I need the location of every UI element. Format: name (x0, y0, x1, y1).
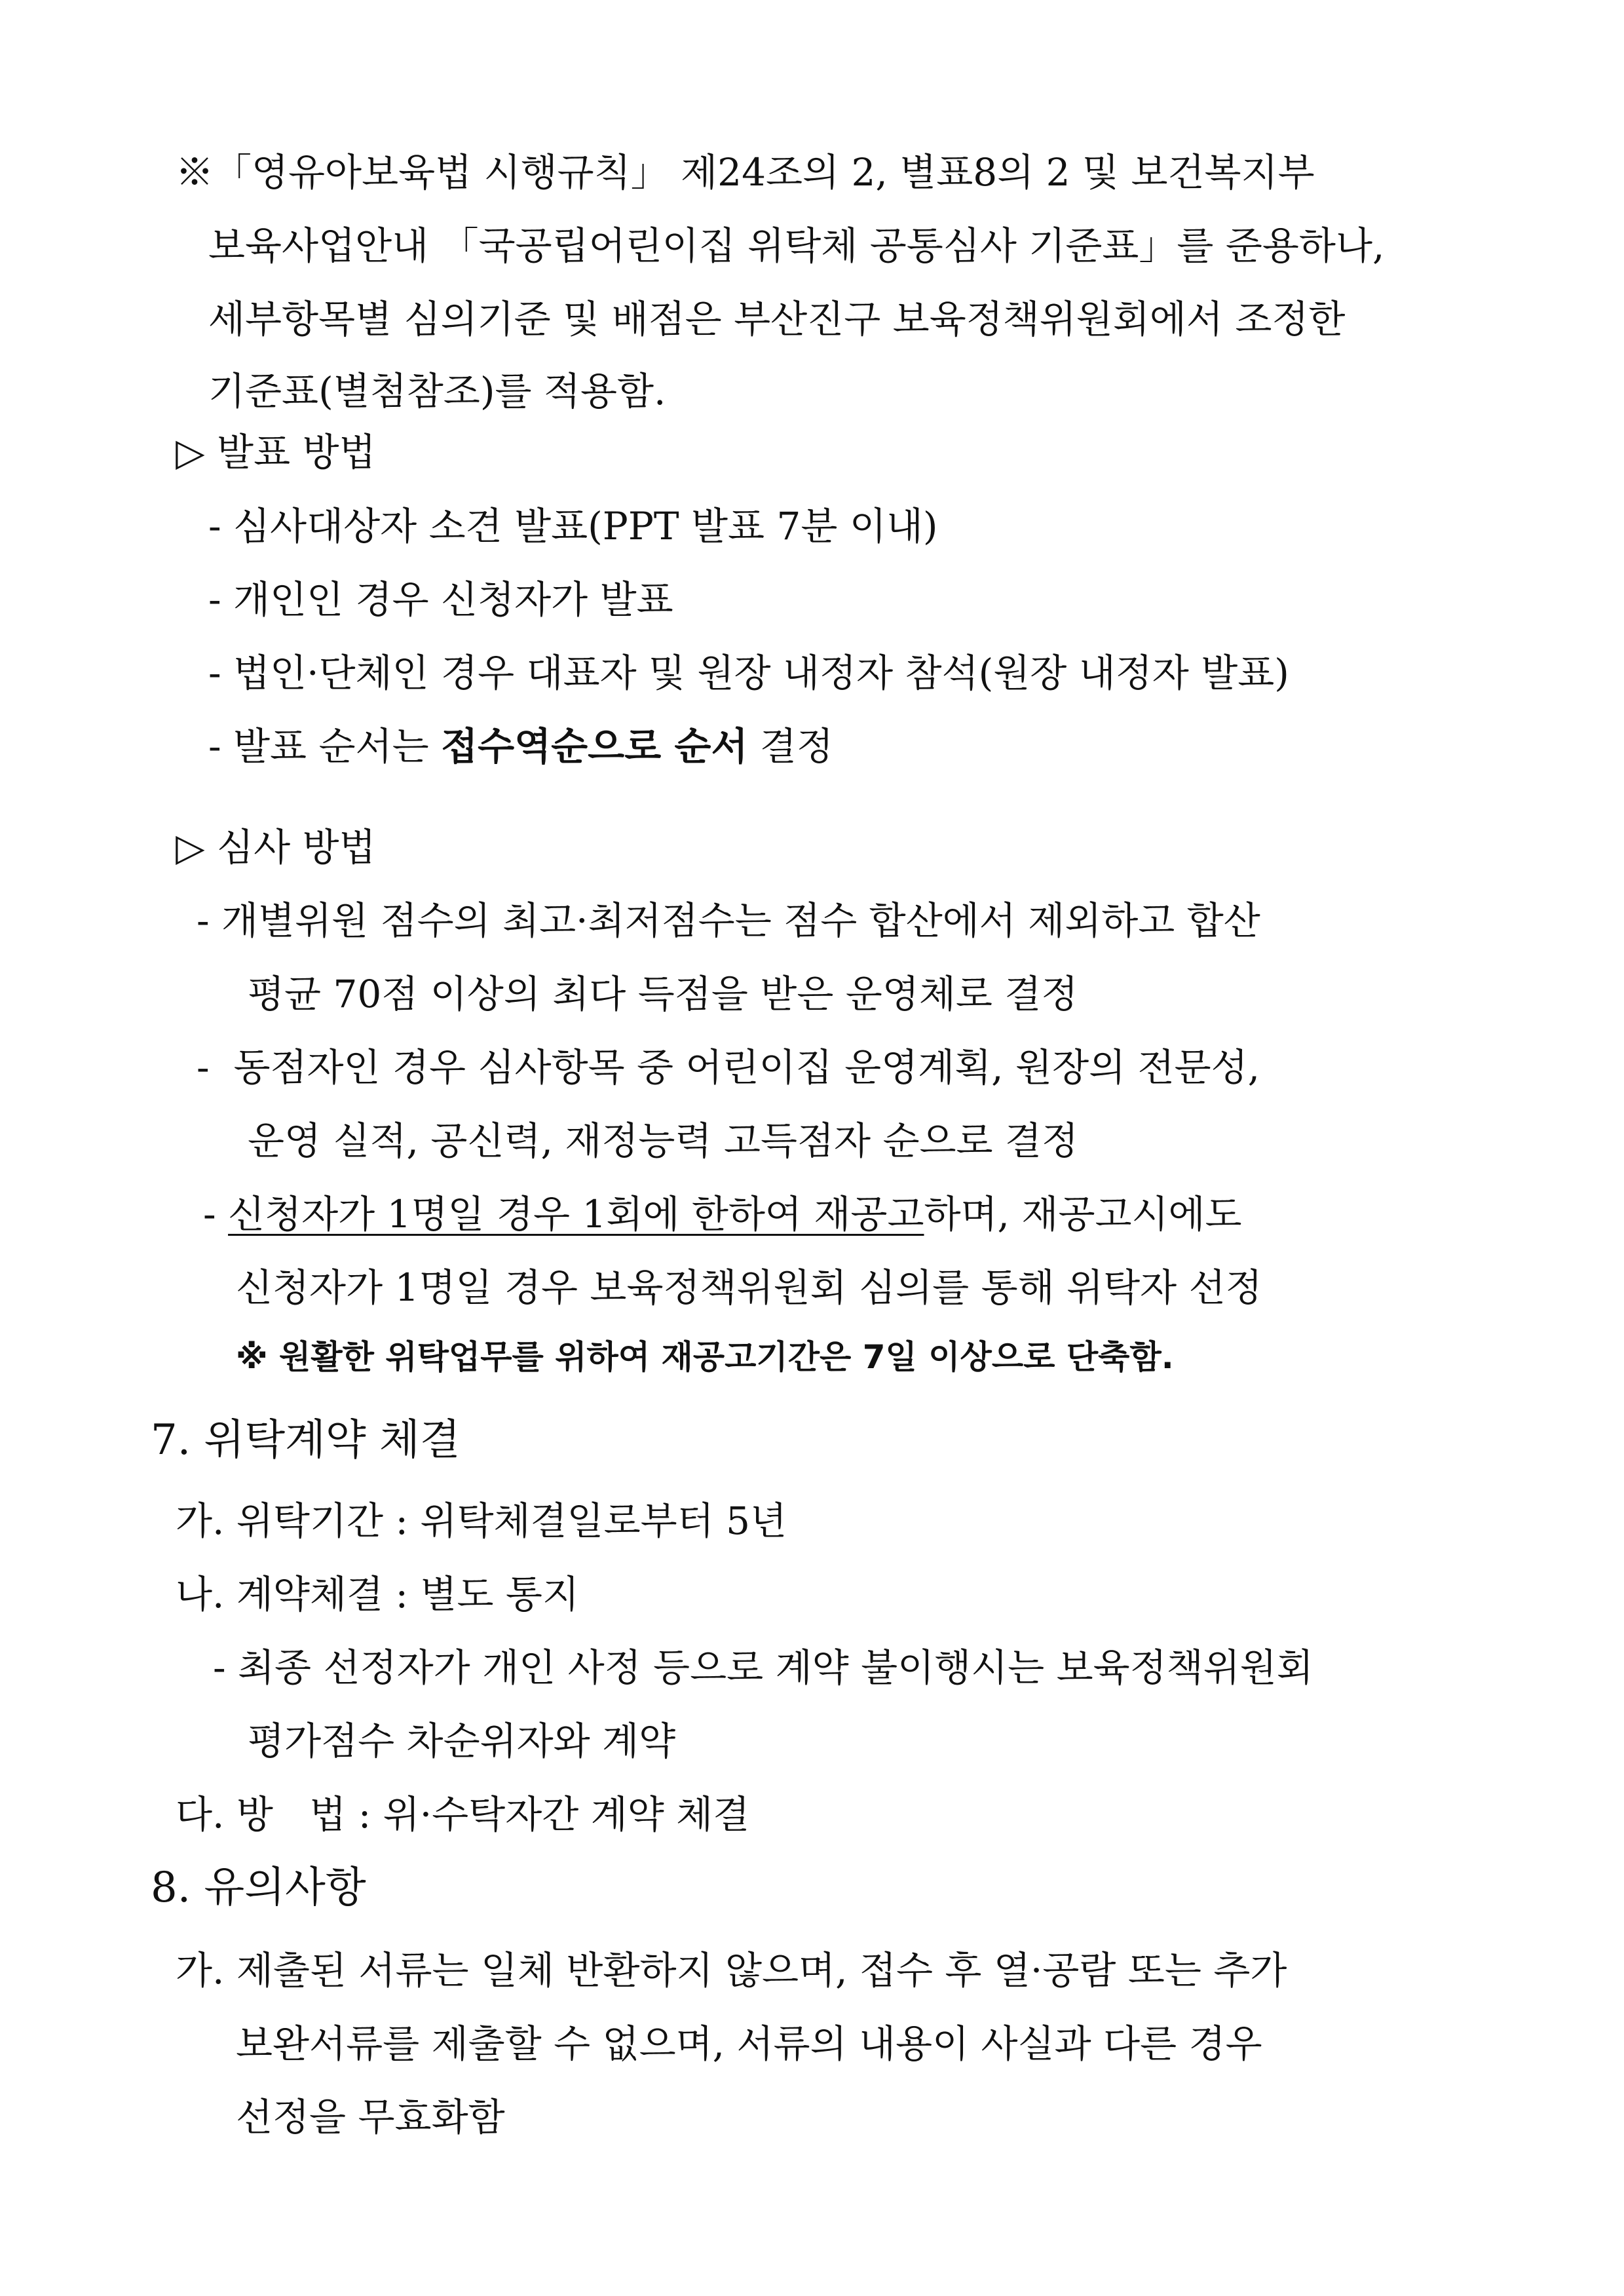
review-note: ※ 원활한 위탁업무를 위하여 재공고기간은 7일 이상으로 단축함. (236, 1338, 1174, 1376)
review-item-3-underlined: 신청자가 1명일 경우 1회에 한하여 재공고 (228, 1192, 924, 1236)
review-item-2-line-1: - 동점자인 경우 심사항목 중 어린이집 운영계획, 원장의 전문성, (197, 1045, 1260, 1090)
section-7-item-c: 다. 방 법 : 위·수탁자간 계약 체결 (176, 1792, 750, 1837)
presentation-order-prefix: - 발표 순서는 (208, 724, 442, 769)
section-8-item-a-line-1: 가. 제출된 서류는 일체 반환하지 않으며, 접수 후 열·공람 또는 추가 (176, 1948, 1287, 1993)
presentation-order-emphasis: 접수역순으로 순서 (441, 724, 748, 769)
review-item-3-line-1 (203, 1191, 1242, 1237)
section-7-item-b: 나. 계약체결 : 별도 통지 (176, 1572, 579, 1617)
intro-line-1: ※「영유아보육법 시행규칙」 제24조의 2, 별표8의 2 및 보건복지부 (176, 150, 1315, 195)
intro-line-4: 기준표(별첨참조)를 적용함. (208, 369, 666, 413)
presentation-order-suffix: 결정 (747, 724, 833, 769)
presentation-item-1: - 심사대상자 소견 발표(PPT 발표 7분 이내) (208, 504, 938, 548)
intro-line-2: 보육사업안내 「국공립어린이집 위탁체 공통심사 기준표」를 준용하나, (208, 223, 1385, 268)
presentation-title: ▷ 발표 방법 (176, 430, 376, 474)
review-item-1-line-1: - 개별위원 점수의 최고·최저점수는 점수 합산에서 제외하고 합산 (197, 898, 1260, 943)
intro-line-3: 세부항목별 심의기준 및 배점은 부산진구 보육정책위원회에서 조정한 (208, 297, 1346, 341)
presentation-item-3: - 법인·단체인 경우 대표자 및 원장 내정자 참석(원장 내정자 발표) (208, 651, 1289, 695)
presentation-item-2: - 개인인 경우 신청자가 발표 (208, 577, 673, 622)
section-7-item-b-sub-1: - 최종 선정자가 개인 사정 등으로 계약 불이행시는 보육정책위원회 (213, 1645, 1313, 1690)
review-item-3-rest: 하며, 재공고시에도 (924, 1192, 1242, 1236)
section-7-heading: 7. 위탁계약 체결 (151, 1416, 461, 1464)
section-7-item-b-sub-2: 평가점수 차순위자와 계약 (248, 1719, 676, 1763)
review-item-2-line-2: 운영 실적, 공신력, 재정능력 고득점자 순으로 결정 (248, 1119, 1079, 1163)
review-title: ▷ 심사 방법 (176, 825, 376, 870)
section-8-heading: 8. 유의사항 (151, 1864, 366, 1912)
presentation-order (208, 723, 833, 769)
section-8-item-a-line-3: 선정을 무효화함 (236, 2095, 505, 2139)
review-item-3-line-2: 신청자가 1명일 경우 보육정책위원회 심의를 통해 위탁자 선정 (236, 1265, 1262, 1310)
section-7-item-a: 가. 위탁기간 : 위탁체결일로부터 5년 (176, 1499, 787, 1543)
section-8-item-a-line-2: 보완서류를 제출할 수 없으며, 서류의 내용이 사실과 다른 경우 (236, 2021, 1262, 2066)
review-item-1-line-2: 평균 70점 이상의 최다 득점을 받은 운영체로 결정 (248, 972, 1078, 1016)
review-item-3-dash: - (203, 1192, 229, 1236)
